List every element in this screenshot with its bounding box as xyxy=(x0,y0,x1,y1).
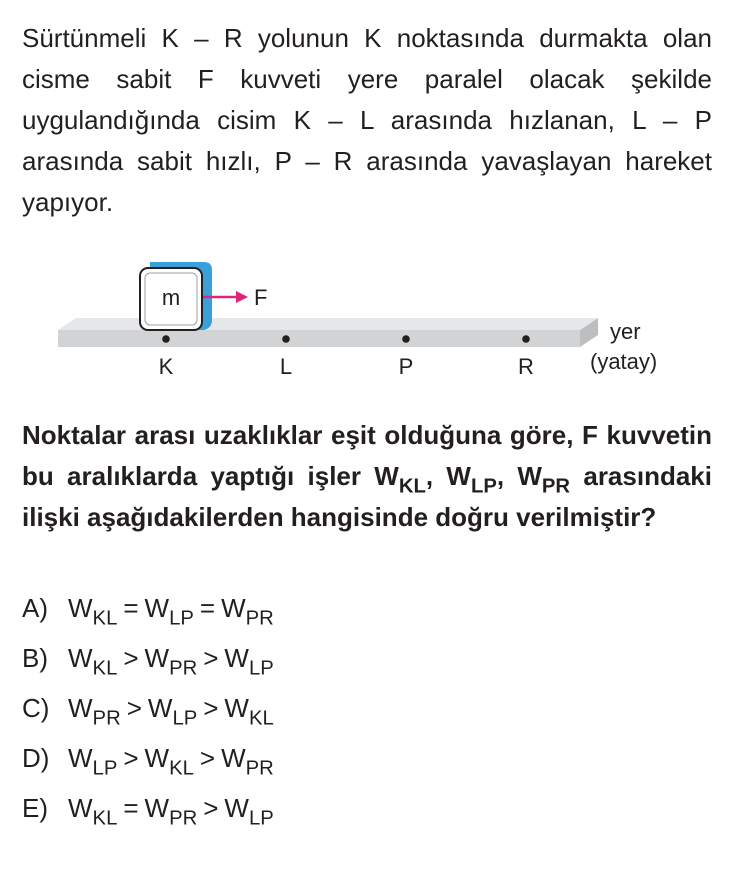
question-sep-1: , W xyxy=(425,461,471,491)
mass-block xyxy=(140,262,212,330)
option-b[interactable] xyxy=(22,640,722,690)
force-label: F xyxy=(254,285,268,310)
work-symbol: W xyxy=(68,593,93,623)
point-label-l: L xyxy=(279,354,293,379)
question-sub-lp: LP xyxy=(470,475,497,498)
answer-options xyxy=(22,590,722,840)
work-subscript: KL xyxy=(248,707,274,730)
relation-symbol: > xyxy=(123,643,139,673)
work-symbol: W xyxy=(68,793,93,823)
work-subscript: PR xyxy=(245,757,274,780)
relation-symbol: > xyxy=(199,743,216,773)
work-subscript: LP xyxy=(172,707,198,730)
question-sep-2: , W xyxy=(496,461,542,491)
work-symbol: W xyxy=(224,693,249,723)
work-symbol: W xyxy=(221,743,246,773)
work-symbol: W xyxy=(68,643,93,673)
point-label-p: P xyxy=(398,354,414,379)
relation-symbol: > xyxy=(203,793,219,823)
option-a[interactable] xyxy=(22,590,722,640)
question-sub-kl: KL xyxy=(398,475,426,498)
work-symbol: W xyxy=(68,693,93,723)
work-symbol: W xyxy=(144,643,170,673)
option-expression xyxy=(68,640,274,680)
road-front-surface xyxy=(58,330,580,347)
work-subscript: KL xyxy=(92,807,118,830)
work-subscript: LP xyxy=(248,657,274,680)
relation-symbol: = xyxy=(123,793,139,823)
ground-label: yer xyxy=(610,319,641,344)
question-text-part2: arasındaki ilişki aşağıdakilerden hangisinde doğru verilmiştir? xyxy=(22,461,712,532)
option-letter: E) xyxy=(22,793,48,823)
work-subscript: KL xyxy=(169,757,194,780)
relation-symbol: > xyxy=(123,743,139,773)
question-sub-pr: PR xyxy=(541,475,571,498)
relation-symbol: = xyxy=(199,593,216,623)
work-subscript: PR xyxy=(92,707,121,730)
work-subscript: LP xyxy=(169,607,194,630)
force-arrow xyxy=(203,285,267,310)
option-letter: C) xyxy=(22,693,50,723)
work-subscript: LP xyxy=(92,757,118,780)
work-subscript: KL xyxy=(92,657,118,680)
road-diagram xyxy=(0,250,748,390)
point-dot-k xyxy=(162,335,170,343)
work-symbol: W xyxy=(68,743,93,773)
work-symbol: W xyxy=(224,643,249,673)
point-label-k: K xyxy=(158,354,174,379)
work-subscript: PR xyxy=(169,657,198,680)
relation-symbol: > xyxy=(126,693,142,723)
mass-label: m xyxy=(161,285,181,310)
option-d[interactable] xyxy=(22,740,722,790)
option-expression xyxy=(68,740,274,780)
work-symbol: W xyxy=(221,593,246,623)
question-stem: Sürtünmeli K – R yolunun K noktasında durmakta olan cisme sabit F kuvveti yere paralel olacak şekilde uygulandığında cisim K – L arasında hızlanan, L – P arasında sabit hızlı, P – R arasında yavaşlayan hareket yapıyor. xyxy=(22,23,712,217)
point-dot-l xyxy=(282,335,290,343)
question-text-part1: Noktalar arası uzaklıklar eşit olduğuna göre, F kuvvetin bu aralıklarda yaptığı işler W xyxy=(22,420,712,491)
option-expression xyxy=(68,690,274,730)
force-arrow-head xyxy=(236,291,248,303)
work-symbol: W xyxy=(147,693,173,723)
option-expression xyxy=(68,590,274,630)
ground-label-horizontal: (yatay) xyxy=(590,349,658,374)
point-dot-r xyxy=(522,335,530,343)
option-expression xyxy=(68,790,274,830)
question-prompt xyxy=(22,415,712,538)
work-symbol: W xyxy=(144,743,170,773)
work-symbol: W xyxy=(144,593,170,623)
relation-symbol: > xyxy=(203,693,219,723)
work-symbol: W xyxy=(224,793,249,823)
relation-symbol: = xyxy=(123,593,139,623)
option-e[interactable] xyxy=(22,790,722,840)
relation-symbol: > xyxy=(203,643,219,673)
work-subscript: PR xyxy=(169,807,198,830)
work-subscript: PR xyxy=(245,607,274,630)
option-letter: D) xyxy=(22,743,50,773)
physics-figure xyxy=(0,250,748,390)
work-subscript: LP xyxy=(248,807,274,830)
point-label-r: R xyxy=(518,354,534,379)
work-symbol: W xyxy=(144,793,170,823)
point-dot-p xyxy=(402,335,410,343)
option-letter: A) xyxy=(22,593,48,623)
option-c[interactable] xyxy=(22,690,722,740)
option-letter: B) xyxy=(22,643,48,673)
work-subscript: KL xyxy=(92,607,118,630)
